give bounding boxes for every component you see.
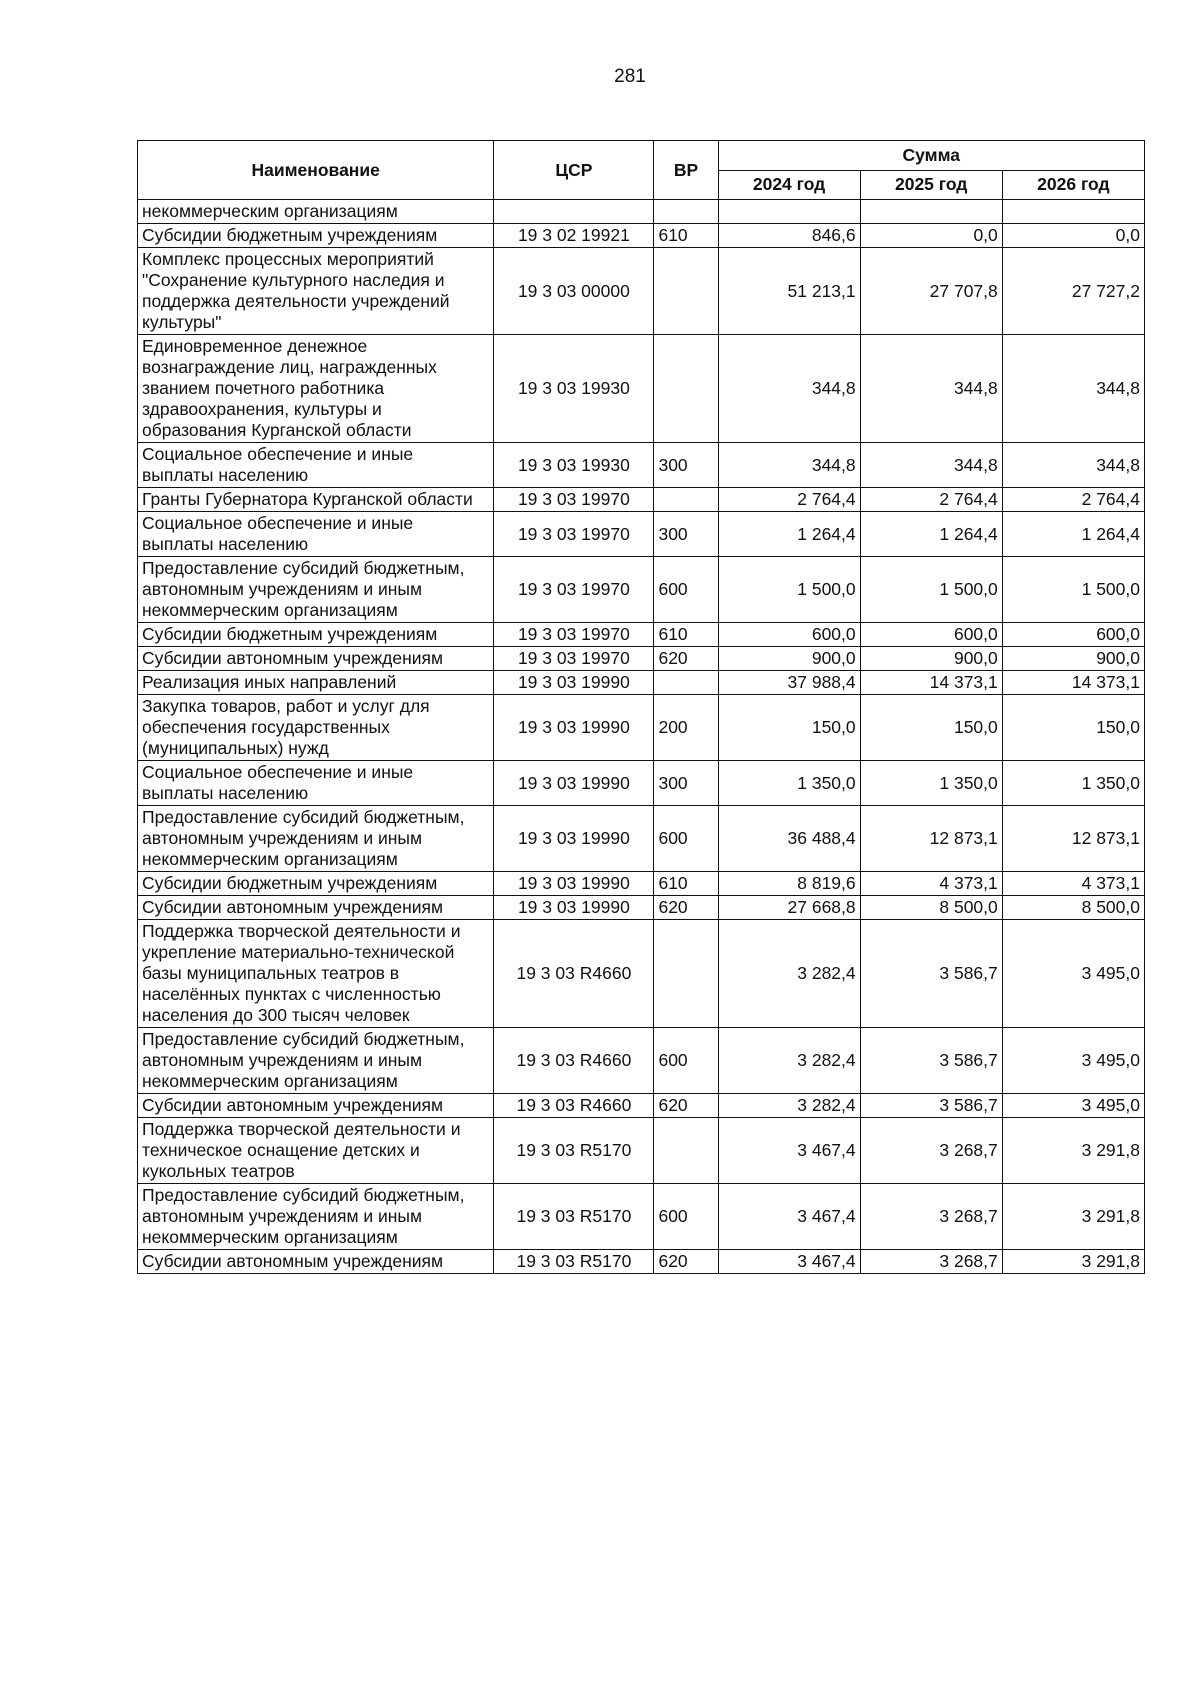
- budget-table: [137, 140, 1145, 1274]
- cell-2025: 344,8: [860, 443, 1002, 488]
- table-row: [138, 647, 1145, 671]
- cell-2026: 3 291,8: [1002, 1118, 1144, 1184]
- cell-2025: 3 586,7: [860, 1028, 1002, 1094]
- cell-2024: 1 500,0: [718, 557, 860, 623]
- cell-vr: 600: [654, 1028, 718, 1094]
- cell-2025: 8 500,0: [860, 896, 1002, 920]
- cell-vr: [654, 335, 718, 443]
- header-csr: ЦСР: [494, 141, 654, 200]
- cell-2025: 0,0: [860, 224, 1002, 248]
- cell-2024: 600,0: [718, 623, 860, 647]
- cell-vr: [654, 920, 718, 1028]
- cell-2026: 8 500,0: [1002, 896, 1144, 920]
- cell-2026: 3 495,0: [1002, 1094, 1144, 1118]
- cell-csr: 19 3 03 00000: [494, 248, 654, 335]
- cell-csr: 19 3 02 19921: [494, 224, 654, 248]
- cell-2025: 3 268,7: [860, 1184, 1002, 1250]
- table-row: [138, 623, 1145, 647]
- cell-2024: 1 264,4: [718, 512, 860, 557]
- cell-vr: 300: [654, 512, 718, 557]
- cell-2026: 12 873,1: [1002, 806, 1144, 872]
- table-row: [138, 443, 1145, 488]
- header-name: Наименование: [138, 141, 494, 200]
- cell-vr: 200: [654, 695, 718, 761]
- cell-2025: 1 264,4: [860, 512, 1002, 557]
- header-year-2026: 2026 год: [1002, 170, 1144, 200]
- cell-name: Реализация иных направлений: [138, 671, 494, 695]
- table-row: [138, 557, 1145, 623]
- cell-name: Предоставление субсидий бюджетным, автономным учреждениям и иным некоммерческим организациям: [138, 1184, 494, 1250]
- cell-2025: 3 268,7: [860, 1250, 1002, 1274]
- table-row: [138, 224, 1145, 248]
- cell-name: Предоставление субсидий бюджетным, автономным учреждениям и иным некоммерческим организациям: [138, 806, 494, 872]
- cell-2026: [1002, 200, 1144, 224]
- cell-vr: 610: [654, 224, 718, 248]
- cell-csr: 19 3 03 19990: [494, 806, 654, 872]
- cell-vr: 600: [654, 806, 718, 872]
- cell-2025: 1 350,0: [860, 761, 1002, 806]
- table-row: [138, 1118, 1145, 1184]
- cell-2024: 344,8: [718, 443, 860, 488]
- cell-2024: 27 668,8: [718, 896, 860, 920]
- cell-vr: [654, 488, 718, 512]
- cell-csr: 19 3 03 R4660: [494, 1094, 654, 1118]
- cell-2025: [860, 200, 1002, 224]
- table-row: [138, 761, 1145, 806]
- cell-2026: 1 350,0: [1002, 761, 1144, 806]
- cell-name: Субсидии бюджетным учреждениям: [138, 872, 494, 896]
- cell-vr: 600: [654, 557, 718, 623]
- cell-2025: 3 268,7: [860, 1118, 1002, 1184]
- cell-name: Комплекс процессных мероприятий "Сохранение культурного наследия и поддержка деятельности учреждений культуры": [138, 248, 494, 335]
- cell-csr: 19 3 03 19970: [494, 512, 654, 557]
- cell-name: Субсидии автономным учреждениям: [138, 1250, 494, 1274]
- cell-2024: 3 467,4: [718, 1184, 860, 1250]
- cell-2025: 3 586,7: [860, 920, 1002, 1028]
- table-row: [138, 806, 1145, 872]
- cell-vr: 600: [654, 1184, 718, 1250]
- header-sum: Сумма: [718, 141, 1144, 171]
- cell-2026: 600,0: [1002, 623, 1144, 647]
- cell-2025: 27 707,8: [860, 248, 1002, 335]
- cell-name: Субсидии бюджетным учреждениям: [138, 623, 494, 647]
- cell-2026: 3 291,8: [1002, 1184, 1144, 1250]
- cell-2025: 4 373,1: [860, 872, 1002, 896]
- cell-name: Поддержка творческой деятельности и техническое оснащение детских и кукольных театров: [138, 1118, 494, 1184]
- cell-2024: 1 350,0: [718, 761, 860, 806]
- cell-2026: 900,0: [1002, 647, 1144, 671]
- cell-name: Поддержка творческой деятельности и укрепление материально-технической базы муниципальных театров в населённых пунктах с численностью населения до 300 тысяч человек: [138, 920, 494, 1028]
- cell-csr: 19 3 03 19930: [494, 335, 654, 443]
- cell-2024: 2 764,4: [718, 488, 860, 512]
- cell-name: Социальное обеспечение и иные выплаты населению: [138, 443, 494, 488]
- cell-csr: 19 3 03 R5170: [494, 1118, 654, 1184]
- cell-2024: 51 213,1: [718, 248, 860, 335]
- cell-vr: [654, 671, 718, 695]
- cell-vr: 620: [654, 1250, 718, 1274]
- cell-2024: 3 282,4: [718, 1028, 860, 1094]
- table-row: [138, 1250, 1145, 1274]
- cell-name: Гранты Губернатора Курганской области: [138, 488, 494, 512]
- cell-2026: 4 373,1: [1002, 872, 1144, 896]
- table-row: [138, 248, 1145, 335]
- cell-name: Единовременное денежное вознаграждение лиц, награжденных званием почетного работника здравоохранения, культуры и образования Курганской области: [138, 335, 494, 443]
- cell-csr: 19 3 03 R5170: [494, 1184, 654, 1250]
- cell-2026: 150,0: [1002, 695, 1144, 761]
- cell-name: Субсидии автономным учреждениям: [138, 1094, 494, 1118]
- page-number: 281: [614, 66, 646, 87]
- cell-2024: 344,8: [718, 335, 860, 443]
- table-row: [138, 488, 1145, 512]
- cell-2025: 3 586,7: [860, 1094, 1002, 1118]
- cell-2026: 14 373,1: [1002, 671, 1144, 695]
- cell-2025: 600,0: [860, 623, 1002, 647]
- cell-2024: [718, 200, 860, 224]
- table-row: [138, 200, 1145, 224]
- cell-name: Социальное обеспечение и иные выплаты населению: [138, 761, 494, 806]
- cell-vr: 620: [654, 896, 718, 920]
- cell-csr: 19 3 03 19930: [494, 443, 654, 488]
- cell-csr: 19 3 03 19990: [494, 872, 654, 896]
- cell-2024: 900,0: [718, 647, 860, 671]
- table-row: [138, 896, 1145, 920]
- cell-vr: 610: [654, 623, 718, 647]
- header-year-2025: 2025 год: [860, 170, 1002, 200]
- cell-csr: [494, 200, 654, 224]
- cell-csr: 19 3 03 R4660: [494, 920, 654, 1028]
- cell-vr: [654, 1118, 718, 1184]
- cell-name: Предоставление субсидий бюджетным, автономным учреждениям и иным некоммерческим организациям: [138, 1028, 494, 1094]
- cell-2024: 3 467,4: [718, 1250, 860, 1274]
- table-row: [138, 1184, 1145, 1250]
- cell-2024: 37 988,4: [718, 671, 860, 695]
- cell-vr: 620: [654, 1094, 718, 1118]
- cell-2024: 3 467,4: [718, 1118, 860, 1184]
- cell-2024: 3 282,4: [718, 920, 860, 1028]
- cell-2025: 900,0: [860, 647, 1002, 671]
- table-row: [138, 695, 1145, 761]
- cell-name: Социальное обеспечение и иные выплаты населению: [138, 512, 494, 557]
- table-row: [138, 512, 1145, 557]
- table-row: [138, 920, 1145, 1028]
- cell-2026: 2 764,4: [1002, 488, 1144, 512]
- cell-name: Закупка товаров, работ и услуг для обеспечения государственных (муниципальных) нужд: [138, 695, 494, 761]
- cell-name: Предоставление субсидий бюджетным, автономным учреждениям и иным некоммерческим организациям: [138, 557, 494, 623]
- cell-csr: 19 3 03 19990: [494, 695, 654, 761]
- cell-name: Субсидии автономным учреждениям: [138, 647, 494, 671]
- cell-name: Субсидии бюджетным учреждениям: [138, 224, 494, 248]
- cell-2024: 150,0: [718, 695, 860, 761]
- cell-csr: 19 3 03 19990: [494, 671, 654, 695]
- cell-csr: 19 3 03 19970: [494, 623, 654, 647]
- cell-csr: 19 3 03 19990: [494, 761, 654, 806]
- cell-name: Субсидии автономным учреждениям: [138, 896, 494, 920]
- table-body: [138, 200, 1145, 1274]
- cell-vr: 620: [654, 647, 718, 671]
- cell-csr: 19 3 03 19970: [494, 647, 654, 671]
- cell-2024: 846,6: [718, 224, 860, 248]
- cell-2024: 3 282,4: [718, 1094, 860, 1118]
- header-vr: ВР: [654, 141, 718, 200]
- cell-csr: 19 3 03 R4660: [494, 1028, 654, 1094]
- cell-2026: 27 727,2: [1002, 248, 1144, 335]
- table-row: [138, 335, 1145, 443]
- cell-2026: 344,8: [1002, 443, 1144, 488]
- cell-2026: 1 500,0: [1002, 557, 1144, 623]
- cell-2026: 3 495,0: [1002, 920, 1144, 1028]
- cell-2026: 3 495,0: [1002, 1028, 1144, 1094]
- cell-csr: 19 3 03 R5170: [494, 1250, 654, 1274]
- cell-2025: 2 764,4: [860, 488, 1002, 512]
- cell-name: некоммерческим организациям: [138, 200, 494, 224]
- table-header: [138, 141, 1145, 200]
- table-row: [138, 1028, 1145, 1094]
- cell-2025: 14 373,1: [860, 671, 1002, 695]
- cell-2026: 3 291,8: [1002, 1250, 1144, 1274]
- cell-vr: 610: [654, 872, 718, 896]
- cell-2025: 12 873,1: [860, 806, 1002, 872]
- cell-csr: 19 3 03 19990: [494, 896, 654, 920]
- cell-2024: 8 819,6: [718, 872, 860, 896]
- cell-csr: 19 3 03 19970: [494, 557, 654, 623]
- table-row: [138, 872, 1145, 896]
- cell-vr: 300: [654, 761, 718, 806]
- cell-2026: 344,8: [1002, 335, 1144, 443]
- cell-2025: 1 500,0: [860, 557, 1002, 623]
- cell-2025: 150,0: [860, 695, 1002, 761]
- cell-2025: 344,8: [860, 335, 1002, 443]
- cell-vr: 300: [654, 443, 718, 488]
- cell-csr: 19 3 03 19970: [494, 488, 654, 512]
- table-row: [138, 671, 1145, 695]
- cell-2026: 1 264,4: [1002, 512, 1144, 557]
- cell-vr: [654, 200, 718, 224]
- cell-2024: 36 488,4: [718, 806, 860, 872]
- cell-2026: 0,0: [1002, 224, 1144, 248]
- header-year-2024: 2024 год: [718, 170, 860, 200]
- cell-vr: [654, 248, 718, 335]
- table-row: [138, 1094, 1145, 1118]
